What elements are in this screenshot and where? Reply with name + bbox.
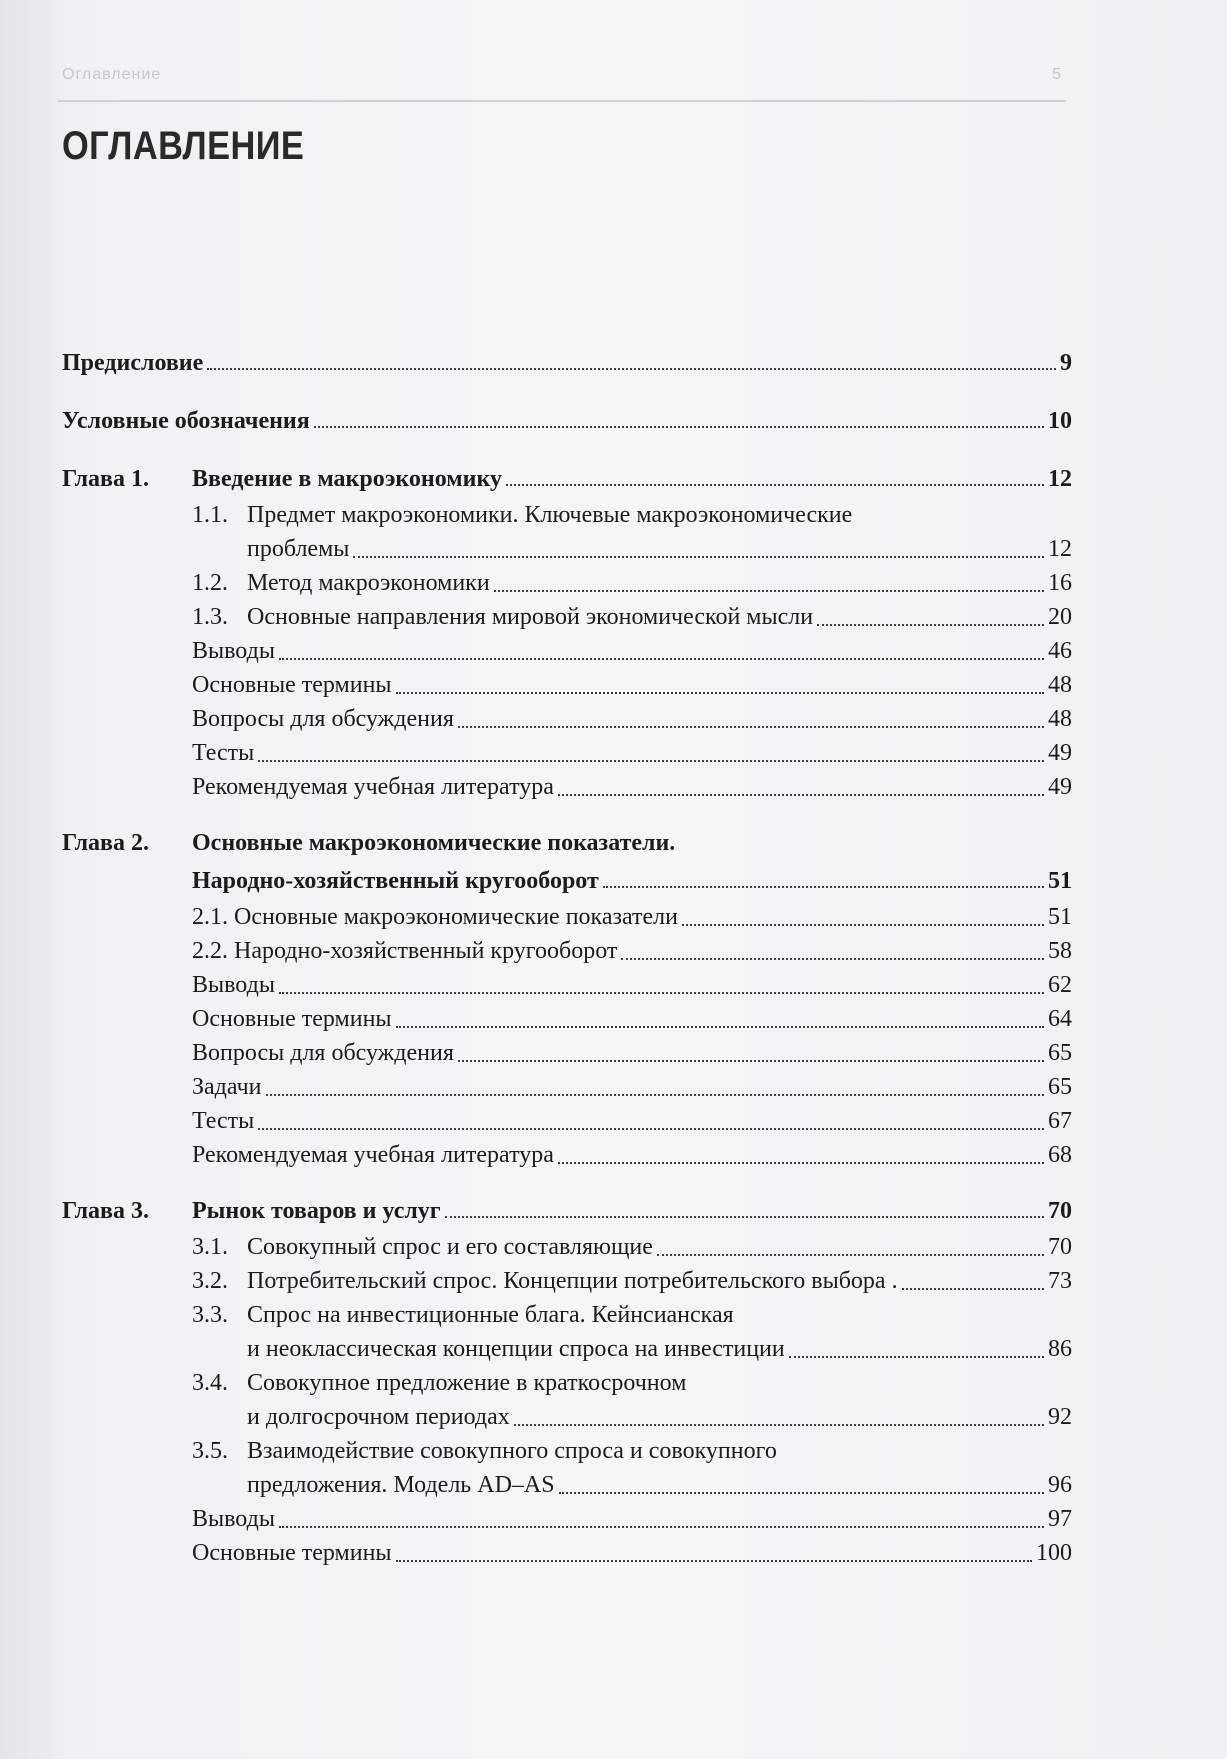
toc-entry	[62, 668, 1072, 702]
chapter-label: Глава 2.	[62, 830, 149, 856]
entry-title: проблемы	[247, 536, 350, 562]
toc-entry	[62, 600, 1072, 634]
entry-title: Предмет макроэкономики. Ключевые макроэкономические	[247, 502, 853, 528]
entry-text-row	[62, 344, 1072, 382]
toc-entry	[62, 824, 1072, 862]
entry-title: Условные обозначения	[62, 408, 310, 434]
dot-leader	[258, 1104, 1044, 1130]
dot-leader	[558, 770, 1044, 796]
toc-entry	[62, 770, 1072, 804]
dot-leader	[279, 634, 1044, 660]
page-number: 12	[1048, 466, 1072, 492]
dot-leader	[396, 1002, 1044, 1028]
dot-leader	[279, 1502, 1044, 1528]
page-number: 70	[1048, 1234, 1072, 1260]
entry-title: Выводы	[192, 638, 275, 664]
page-number: 58	[1048, 938, 1072, 964]
section-number: 3.1.	[192, 1234, 228, 1260]
page-number: 49	[1048, 740, 1072, 766]
dot-leader	[657, 1230, 1044, 1256]
toc-entry	[62, 402, 1072, 440]
page-number: 20	[1048, 604, 1072, 630]
entry-text-row	[192, 968, 1072, 1002]
page-number: 100	[1036, 1540, 1072, 1566]
page-number: 86	[1048, 1336, 1072, 1362]
section-number: 3.2.	[192, 1268, 228, 1294]
entry-title: Народно-хозяйственный кругооборот	[234, 938, 618, 964]
entry-text-row	[247, 1264, 1072, 1298]
entry-title: Рынок товаров и услуг	[192, 1198, 441, 1224]
dot-leader	[789, 1332, 1044, 1358]
dot-leader	[396, 1536, 1032, 1562]
page-number: 49	[1048, 774, 1072, 800]
toc-entry	[62, 862, 1072, 900]
section-number: 1.1.	[192, 502, 228, 528]
entry-title: Метод макроэкономики	[247, 570, 490, 596]
entry-text-row	[247, 1366, 686, 1400]
section-number: 2.1.	[192, 904, 228, 930]
dot-leader	[558, 1138, 1044, 1164]
toc-entry	[62, 498, 1072, 532]
dot-leader	[902, 1264, 1044, 1290]
page-number: 96	[1048, 1472, 1072, 1498]
page-number: 70	[1048, 1198, 1072, 1224]
entry-text-row	[247, 1468, 1072, 1502]
entry-title: и неоклассическая концепции спроса на инвестиции	[247, 1336, 785, 1362]
section-number: 3.4.	[192, 1370, 228, 1396]
entry-title: Основные направления мировой экономической мысли	[247, 604, 814, 630]
header-rule	[58, 100, 1066, 102]
entry-text-row	[192, 1036, 1072, 1070]
toc-entry	[62, 634, 1072, 668]
toc-entry	[62, 1536, 1072, 1570]
dot-leader	[353, 532, 1044, 558]
entry-title: Спрос на инвестиционные блага. Кейнсианская	[247, 1302, 734, 1328]
entry-text-row	[192, 862, 1072, 900]
dot-leader	[258, 736, 1044, 762]
dot-leader	[458, 1036, 1044, 1062]
entry-title: предложения. Модель AD–AS	[247, 1472, 555, 1498]
page-number: 92	[1048, 1404, 1072, 1430]
toc-entry	[62, 736, 1072, 770]
entry-text-row	[192, 702, 1072, 736]
entry-text-row	[192, 460, 1072, 498]
entry-title: Выводы	[192, 1506, 275, 1532]
toc-entry	[62, 1502, 1072, 1536]
toc-entry	[62, 344, 1072, 382]
entry-text-row	[234, 900, 1072, 934]
dot-leader	[396, 668, 1044, 694]
toc-entry	[62, 1036, 1072, 1070]
entry-text-row	[192, 1104, 1072, 1138]
entry-text-row	[192, 736, 1072, 770]
dot-leader	[266, 1070, 1045, 1096]
entry-text-row	[247, 600, 1072, 634]
page-number: 51	[1048, 904, 1072, 930]
toc-entry	[62, 566, 1072, 600]
page-number: 73	[1048, 1268, 1072, 1294]
toc-entry	[62, 1192, 1072, 1230]
entry-text-row	[192, 634, 1072, 668]
entry-title: Совокупный спрос и его составляющие	[247, 1234, 653, 1260]
dot-leader	[445, 1192, 1044, 1218]
page-number: 10	[1048, 408, 1072, 434]
page-number: 16	[1048, 570, 1072, 596]
chapter-label: Глава 1.	[62, 466, 149, 492]
dot-leader	[458, 702, 1044, 728]
dot-leader	[279, 968, 1044, 994]
entry-text-row	[247, 498, 852, 532]
entry-text-row	[247, 1298, 734, 1332]
running-head	[62, 66, 1062, 84]
toc-entry	[62, 900, 1072, 934]
page-number: 64	[1048, 1006, 1072, 1032]
entry-title: Совокупное предложение в краткосрочном	[247, 1370, 687, 1396]
toc-entry	[62, 934, 1072, 968]
section-number: 1.2.	[192, 570, 228, 596]
section-number: 3.5.	[192, 1438, 228, 1464]
section-number: 1.3.	[192, 604, 228, 630]
entry-text-row	[247, 1230, 1072, 1264]
toc-entry	[62, 968, 1072, 1002]
dot-leader	[314, 402, 1044, 428]
dot-leader	[682, 900, 1044, 926]
entry-text-row	[192, 770, 1072, 804]
entry-title: Основные термины	[192, 1006, 392, 1032]
toc-entry	[62, 1104, 1072, 1138]
entry-text-row	[192, 824, 675, 862]
entry-text-row	[192, 668, 1072, 702]
entry-title: Потребительский спрос. Концепции потребительского выбора .	[247, 1268, 898, 1294]
page-number: 48	[1048, 706, 1072, 732]
entry-text-row	[247, 532, 1072, 566]
toc-entry	[62, 460, 1072, 498]
toc-entry	[62, 1070, 1072, 1104]
toc-entry	[62, 1366, 1072, 1400]
entry-title: Вопросы для обсуждения	[192, 706, 454, 732]
entry-title: Тесты	[192, 740, 255, 766]
entry-text-row	[192, 1192, 1072, 1230]
page-number: 9	[1060, 350, 1072, 376]
entry-text-row	[192, 1502, 1072, 1536]
toc-entry	[62, 1230, 1072, 1264]
entry-title: Взаимодействие совокупного спроса и совокупного	[247, 1438, 777, 1464]
entry-title: Тесты	[192, 1108, 255, 1134]
entry-title: Предисловие	[62, 350, 204, 376]
entry-title: Основные термины	[192, 672, 392, 698]
entry-text-row	[192, 1536, 1072, 1570]
toc-entry	[62, 702, 1072, 736]
entry-title: Введение в макроэкономику	[192, 466, 502, 492]
toc-entry	[62, 1002, 1072, 1036]
page-number: 65	[1048, 1040, 1072, 1066]
entry-title: Выводы	[192, 972, 275, 998]
entry-text-row	[62, 402, 1072, 440]
entry-text-row	[192, 1138, 1072, 1172]
entry-text-row	[234, 934, 1072, 968]
toc-entry	[62, 1264, 1072, 1298]
page-number: 62	[1048, 972, 1072, 998]
dot-leader	[603, 862, 1044, 888]
page-number: 68	[1048, 1142, 1072, 1168]
entry-title: Основные макроэкономические показатели.	[192, 830, 676, 856]
chapter-label: Глава 3.	[62, 1198, 149, 1224]
section-number: 2.2.	[192, 938, 228, 964]
entry-text-row	[247, 566, 1072, 600]
entry-title: Рекомендуемая учебная литература	[192, 774, 554, 800]
entry-title: Основные макроэкономические показатели	[234, 904, 678, 930]
dot-leader	[559, 1468, 1044, 1494]
section-number: 3.3.	[192, 1302, 228, 1328]
entry-text-row	[247, 1400, 1072, 1434]
entry-title: Народно-хозяйственный кругооборот	[192, 868, 599, 894]
page-number: 12	[1048, 536, 1072, 562]
page-number: 65	[1048, 1074, 1072, 1100]
toc-entry	[62, 1138, 1072, 1172]
dot-leader	[817, 600, 1044, 626]
running-head-title: Оглавление	[62, 66, 162, 83]
page-number: 46	[1048, 638, 1072, 664]
dot-leader	[621, 934, 1044, 960]
dot-leader	[514, 1400, 1044, 1426]
page-number: 67	[1048, 1108, 1072, 1134]
dot-leader	[207, 344, 1056, 370]
toc-entry	[62, 1468, 1072, 1502]
entry-title: Вопросы для обсуждения	[192, 1040, 454, 1066]
entry-title: Задачи	[192, 1074, 262, 1100]
toc-entry	[62, 1434, 1072, 1468]
entry-text-row	[247, 1332, 1072, 1366]
entry-text-row	[247, 1434, 777, 1468]
dot-leader	[506, 460, 1044, 486]
toc-entry	[62, 1332, 1072, 1366]
toc-entry	[62, 1298, 1072, 1332]
running-head-page-number: 5	[1052, 66, 1062, 83]
toc-entry	[62, 1400, 1072, 1434]
dot-leader	[494, 566, 1044, 592]
table-of-contents	[62, 344, 1072, 1570]
entry-title: и долгосрочном периодах	[247, 1404, 510, 1430]
page-number: 51	[1048, 868, 1072, 894]
page-number: 48	[1048, 672, 1072, 698]
entry-text-row	[192, 1070, 1072, 1104]
toc-entry	[62, 532, 1072, 566]
entry-text-row	[192, 1002, 1072, 1036]
entry-title: Рекомендуемая учебная литература	[192, 1142, 554, 1168]
page-number: 97	[1048, 1506, 1072, 1532]
entry-title: Основные термины	[192, 1540, 392, 1566]
page-title: ОГЛАВЛЕНИЕ	[62, 124, 305, 168]
